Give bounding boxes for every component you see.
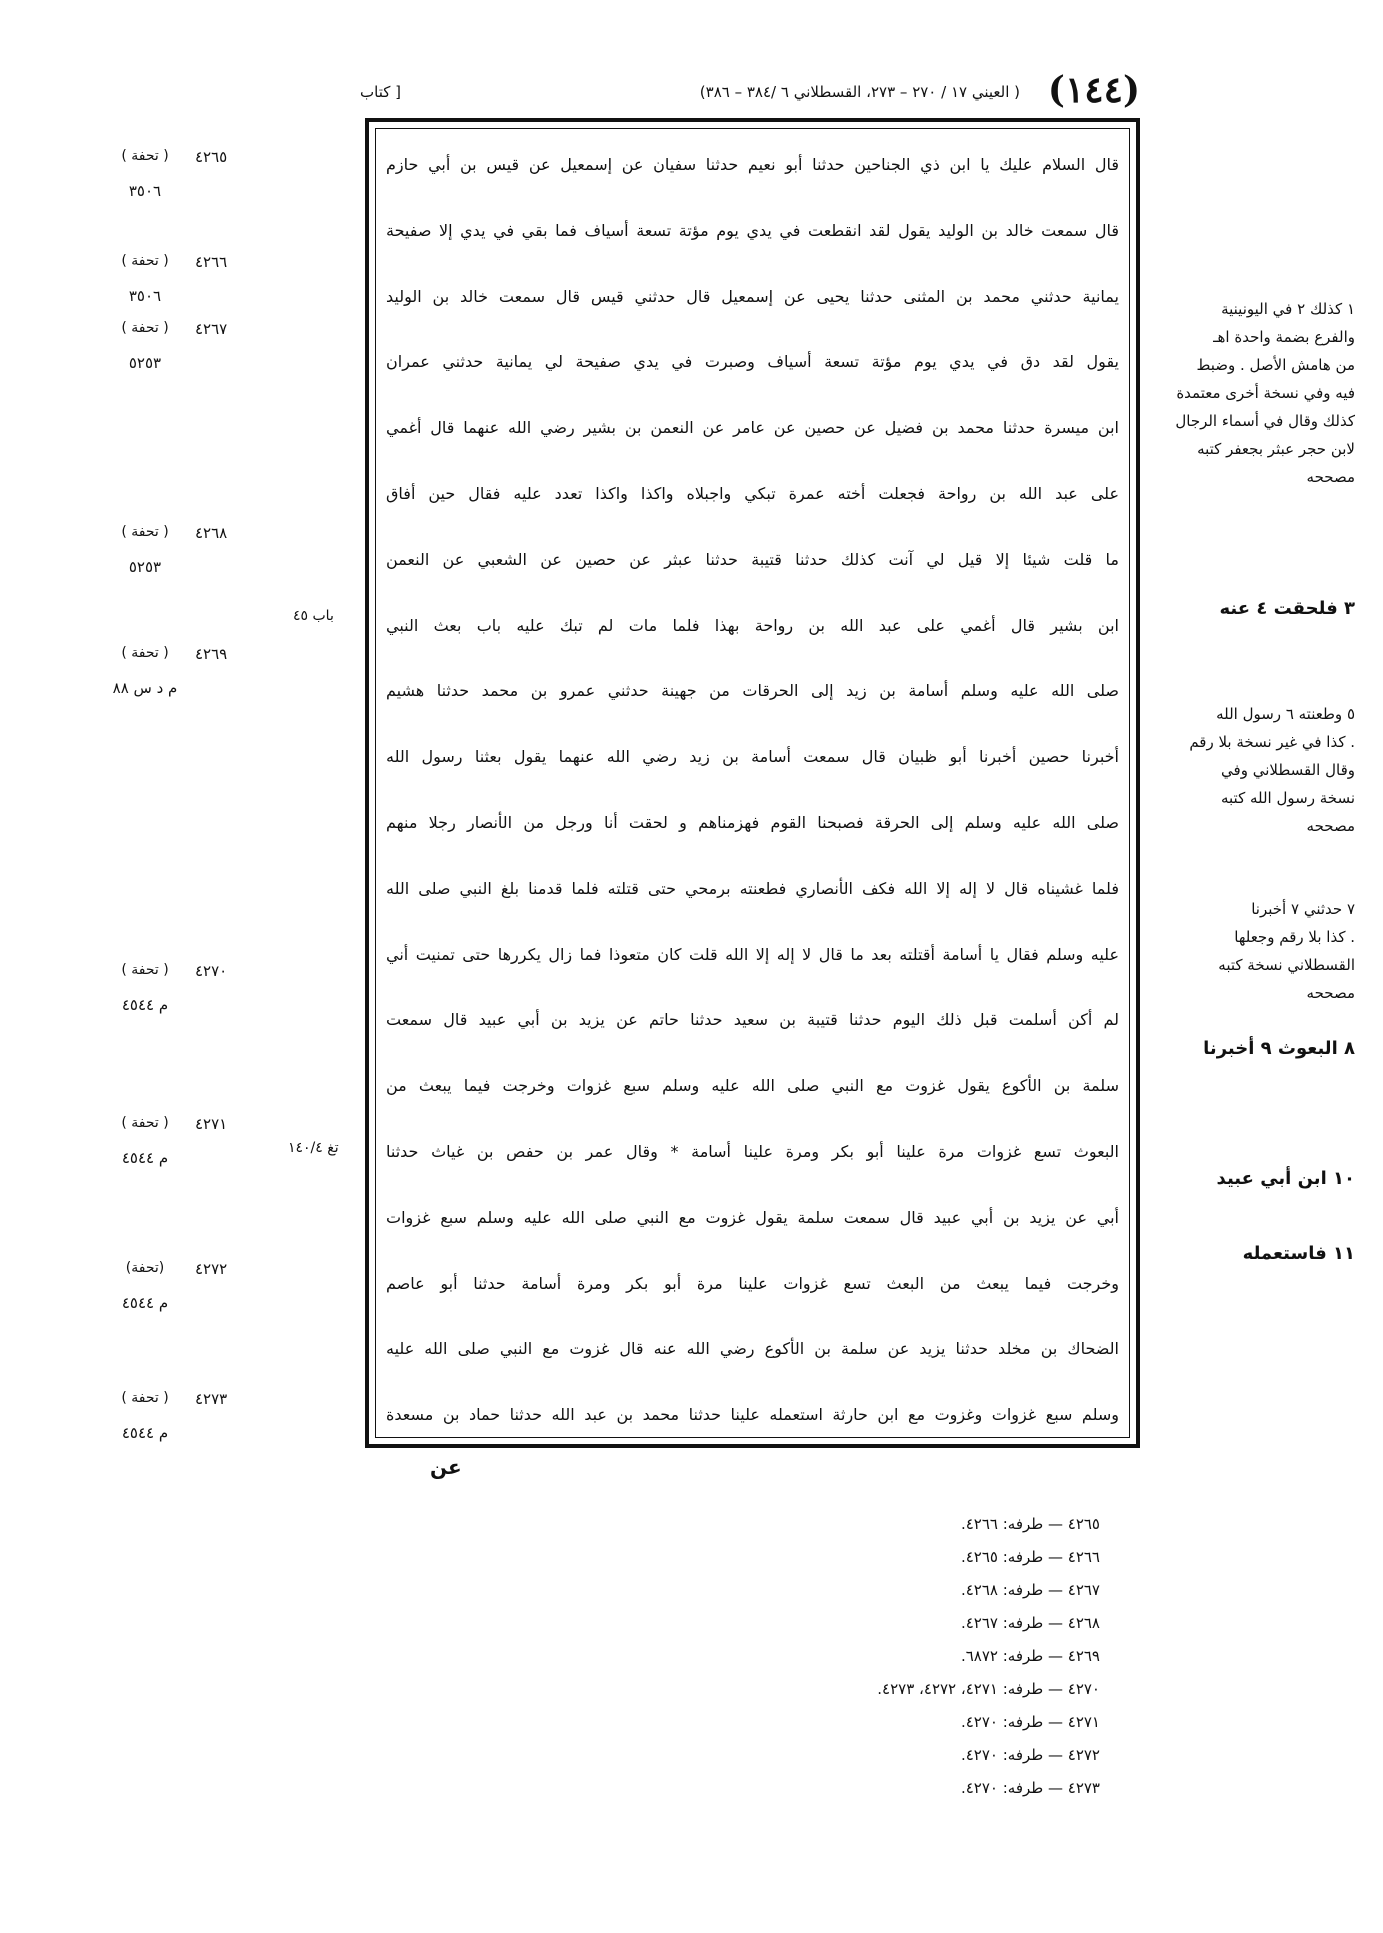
- page-header: [360, 69, 1140, 115]
- tuhfa-tag: ( تحفة ): [121, 1115, 169, 1131]
- text-line: أخبرنا حصين أخبرنا أبو ظبيان قال سمعت أسامة بن زيد رضي الله عنهما يقول بعثنا رسول الله: [386, 747, 1119, 767]
- hadith-number: ٤٢٧٢: [195, 1260, 228, 1278]
- header-book-label: [ كتاب: [360, 83, 401, 101]
- tuhfa-number: م ٤٥٤٤: [121, 1294, 169, 1312]
- tuhfa-tag: ( تحفة ): [121, 962, 169, 978]
- text-line: لم أكن أسلمت قبل ذلك اليوم حدثنا قتيبة بن سعيد حدثنا حاتم عن يزيد بن أبي عبيد قال سمعت: [386, 1010, 1119, 1030]
- margin-note: ٥ وطعنته ٦ رسول الله . كذا في غير نسخة بلا رقم وقال القسطلاني وفي نسخة رسول الله كتبه مصححه: [1189, 705, 1355, 835]
- cross-reference-line: ٤٢٦٥ — طرفه: ٤٢٦٦.: [960, 1515, 1100, 1533]
- text-line: وسلم سبع غزوات وغزوت مع ابن حارثة استعمله علينا حدثنا محمد بن عبد الله حدثنا حماد بن مسعدة: [386, 1405, 1119, 1425]
- margin-note: ١ كذلك ٢ في اليونينية والفرع بضمة واحدة اهـ من هامش الأصل . وضبط فيه وفي نسخة أخرى معتمدة كذلك وقال في أسماء الرجال لابن حجر عبثر بجعفر كتبه مصححه: [1175, 300, 1355, 486]
- catchword: عن: [430, 1455, 462, 1479]
- text-line: ابن بشير قال أغمي على عبد الله بن رواحة بهذا فلما مات لم تبك عليه باب بعث النبي: [386, 615, 1119, 635]
- tuhfa-number: م د س ٨٨: [112, 679, 178, 697]
- text-line: على عبد الله بن رواحة فجعلت أخته عمرة تبكي واجبلاه واكذا واكذا تعدد عليه فقال حين أفاق: [386, 484, 1119, 503]
- margin-bab-label: باب ٤٥: [293, 608, 334, 624]
- tuhfa-tag: ( تحفة ): [121, 148, 169, 164]
- hadith-number: ٤٢٦٥: [195, 148, 228, 166]
- tuhfa-number: ٥٢٥٣: [128, 354, 162, 372]
- main-text-inner-frame: [375, 128, 1130, 1438]
- tuhfa-tag: (تحفة): [125, 1260, 165, 1276]
- text-line: سلمة بن الأكوع يقول غزوت مع النبي صلى الله عليه وسلم سبع غزوات وخرجت فيما يبعث من: [386, 1076, 1119, 1096]
- hadith-number: ٤٢٦٧: [195, 320, 228, 338]
- text-line: قال سمعت خالد بن الوليد يقول لقد انقطعت في يدي يوم مؤتة تسعة أسياف فما بقي في يدي إلا صفيحة: [386, 220, 1119, 240]
- tuhfa-number: ٣٥٠٦: [128, 182, 162, 200]
- text-line: قال السلام عليك يا ابن ذي الجناحين حدثنا أبو نعيم حدثنا سفيان عن إسمعيل عن قيس بن أبي حازم: [386, 155, 1119, 174]
- tuhfa-tag: ( تحفة ): [121, 524, 169, 540]
- text-line: وخرجت فيما يبعث من البعث تسع غزوات علينا مرة أبو بكر ومرة أسامة حدثنا أبو عاصم: [386, 1273, 1119, 1293]
- cross-reference-line: ٤٢٧٣ — طرفه: ٤٢٧٠.: [960, 1779, 1100, 1797]
- hadith-number: ٤٢٦٨: [195, 524, 228, 542]
- text-line: البعوث تسع غزوات مرة علينا أبو بكر ومرة علينا أسامة * وقال عمر بن حفص بن غياث حدثنا: [386, 1142, 1119, 1161]
- hadith-number: ٤٢٧٣: [195, 1390, 228, 1408]
- tuhfa-number: م ٤٥٤٤: [121, 996, 169, 1014]
- cross-reference-line: ٤٢٧٢ — طرفه: ٤٢٧٠.: [960, 1746, 1100, 1764]
- cross-reference-line: ٤٢٦٦ — طرفه: ٤٢٦٥.: [960, 1548, 1100, 1566]
- tuhfa-tag: ( تحفة ): [121, 320, 169, 336]
- hadith-number: ٤٢٧١: [195, 1115, 228, 1133]
- hadith-number: ٤٢٦٦: [195, 253, 228, 271]
- text-line: عليه وسلم فقال يا أسامة أقتلته بعد ما قال لا إله إلا الله قلت كان متعوذا فما زال يكررها حتى تمنيت أني: [386, 944, 1119, 964]
- text-line: الضحاك بن مخلد حدثنا يزيد عن سلمة بن الأكوع رضي الله عنه قال غزوت مع النبي صلى الله عليه: [386, 1339, 1119, 1359]
- header-references: ( العيني ١٧ / ٢٧٠ – ٢٧٣، القسطلاني ٦ /٣٨٤ – ٣٨٦): [699, 83, 1020, 101]
- margin-note: ١٠ ابن أبي عبيد: [1216, 1168, 1355, 1189]
- hadith-number: ٤٢٦٩: [195, 645, 228, 663]
- tuhfa-number: ٣٥٠٦: [128, 287, 162, 305]
- tuhfa-tag: ( تحفة ): [121, 645, 169, 661]
- tuhfa-number: ٥٢٥٣: [128, 558, 162, 576]
- text-line: يقول لقد دق في يدي يوم مؤتة تسعة أسياف وصبرت في يدي صفيحة لي يمانية حدثني عمران: [386, 352, 1119, 372]
- margin-note: ٨ البعوث ٩ أخبرنا: [1203, 1038, 1355, 1059]
- margin-note: ٣ فلحقت ٤ عنه: [1219, 598, 1355, 619]
- text-line: ما قلت شيئا إلا قيل لي آنت كذلك حدثنا قتيبة حدثنا عبثر عن حصين عن الشعبي عن النعمن: [386, 549, 1119, 569]
- hadith-number: ٤٢٧٠: [195, 962, 228, 980]
- cross-reference-line: ٤٢٦٩ — طرفه: ٦٨٧٢.: [960, 1647, 1100, 1665]
- text-line: يمانية حدثني محمد بن المثنى حدثنا يحيى عن إسمعيل قال حدثني قيس قال سمعت خالد بن الوليد: [386, 286, 1119, 306]
- margin-note: ١١ فاستعمله: [1242, 1243, 1355, 1264]
- cross-reference-line: ٤٢٦٨ — طرفه: ٤٢٦٧.: [960, 1614, 1100, 1632]
- text-line: أبي عن يزيد بن أبي عبيد قال سمعت سلمة يقول غزوت مع النبي صلى الله عليه وسلم سبع غزوات: [386, 1207, 1119, 1227]
- tuhfa-tag: ( تحفة ): [121, 253, 169, 269]
- text-line: صلى الله عليه وسلم إلى الحرقة فصبحنا القوم فهزمناهم و لحقت أنا ورجل من الأنصار رجلا منهم: [386, 813, 1119, 832]
- text-line: ابن ميسرة حدثنا محمد بن فضيل عن حصين عن عامر عن النعمن بن بشير رضي الله عنهما قال أغمي: [386, 418, 1119, 438]
- cross-reference-line: ٤٢٧١ — طرفه: ٤٢٧٠.: [960, 1713, 1100, 1731]
- text-line: فلما غشيناه قال لا إله إلا الله فكف الأنصاري فطعنته برمحي حتى قتلته فلما قدمنا بلغ النبي صلى الله: [386, 878, 1119, 898]
- tuhfa-number: م ٤٥٤٤: [121, 1424, 169, 1442]
- margin-note: ٧ حدثني ٧ أخبرنا . كذا بلا رقم وجعلها القسطلاني نسخة كتبه مصححه: [1218, 900, 1355, 1002]
- margin-tagh-label: تغ ١٤٠/٤: [288, 1140, 339, 1156]
- cross-reference-line: ٤٢٧٠ — طرفه: ٤٢٧١، ٤٢٧٢، ٤٢٧٣.: [877, 1680, 1100, 1698]
- text-line: صلى الله عليه وسلم أسامة بن زيد إلى الحرقات من جهينة حدثني عمرو بن محمد حدثنا هشيم: [386, 681, 1119, 701]
- main-text-frame: [365, 118, 1140, 1448]
- cross-reference-line: ٤٢٦٧ — طرفه: ٤٢٦٨.: [960, 1581, 1100, 1599]
- tuhfa-tag: ( تحفة ): [121, 1390, 169, 1406]
- page-number: (١٤٤): [1047, 69, 1140, 111]
- tuhfa-number: م ٤٥٤٤: [121, 1149, 169, 1167]
